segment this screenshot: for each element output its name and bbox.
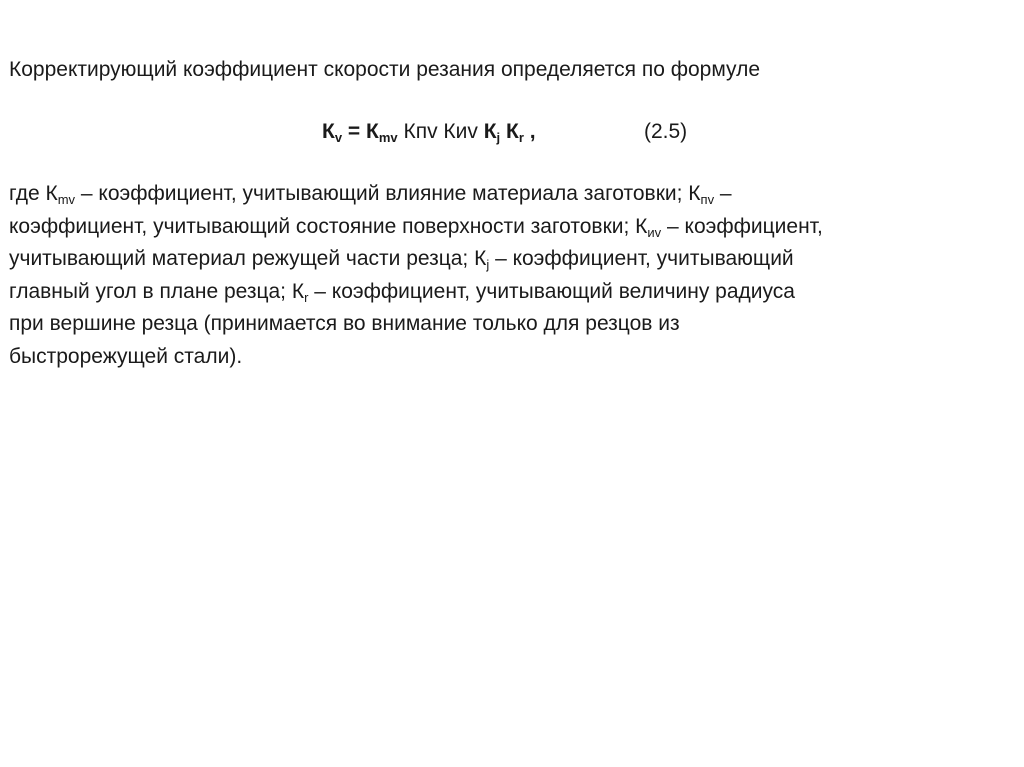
explanation-line-5: при вершине резца (принимается во внимание только для резцов из [9,312,680,335]
explanation-line-3: учитывающий материал режущей части резца; $К_j$ – коэффициент, учитывающий [9,247,794,272]
explanation-line-4: главный угол в плане резца; $К_r$ – коэффициент, учитывающий величину радиуса [9,279,795,305]
formula-comma: , [523,120,536,143]
formula-k-mv: $К_{mv}$ [366,120,398,145]
explanation-line-2: коэффициент, учитывающий состояние поверхности заготовки; $К_{иv}$ – коэффициент, [9,214,823,240]
formula-expression [322,120,536,145]
formula-k-r: $К_r$ [506,120,524,145]
formula-k-nv: Кпv [397,120,444,143]
formula-k-iv: Киv [443,120,484,143]
equation-number: (2.5) [644,120,688,143]
formula-k-v: $К_v$ [322,120,343,145]
formula-k-j: $К_j$ [483,120,501,145]
explanation-paragraph [9,178,1014,373]
formula-row [0,114,1024,154]
explanation-line-6: быстрорежущей стали). [9,344,243,368]
intro-text: Корректирующий коэффициент скорости резания определяется по формуле [9,58,761,81]
explanation-line-1: где $К_{mv}$ – коэффициент, учитывающий влияние материала заготовки; $К_{пv}$ – [9,182,732,207]
formula-equals: = [342,120,366,143]
